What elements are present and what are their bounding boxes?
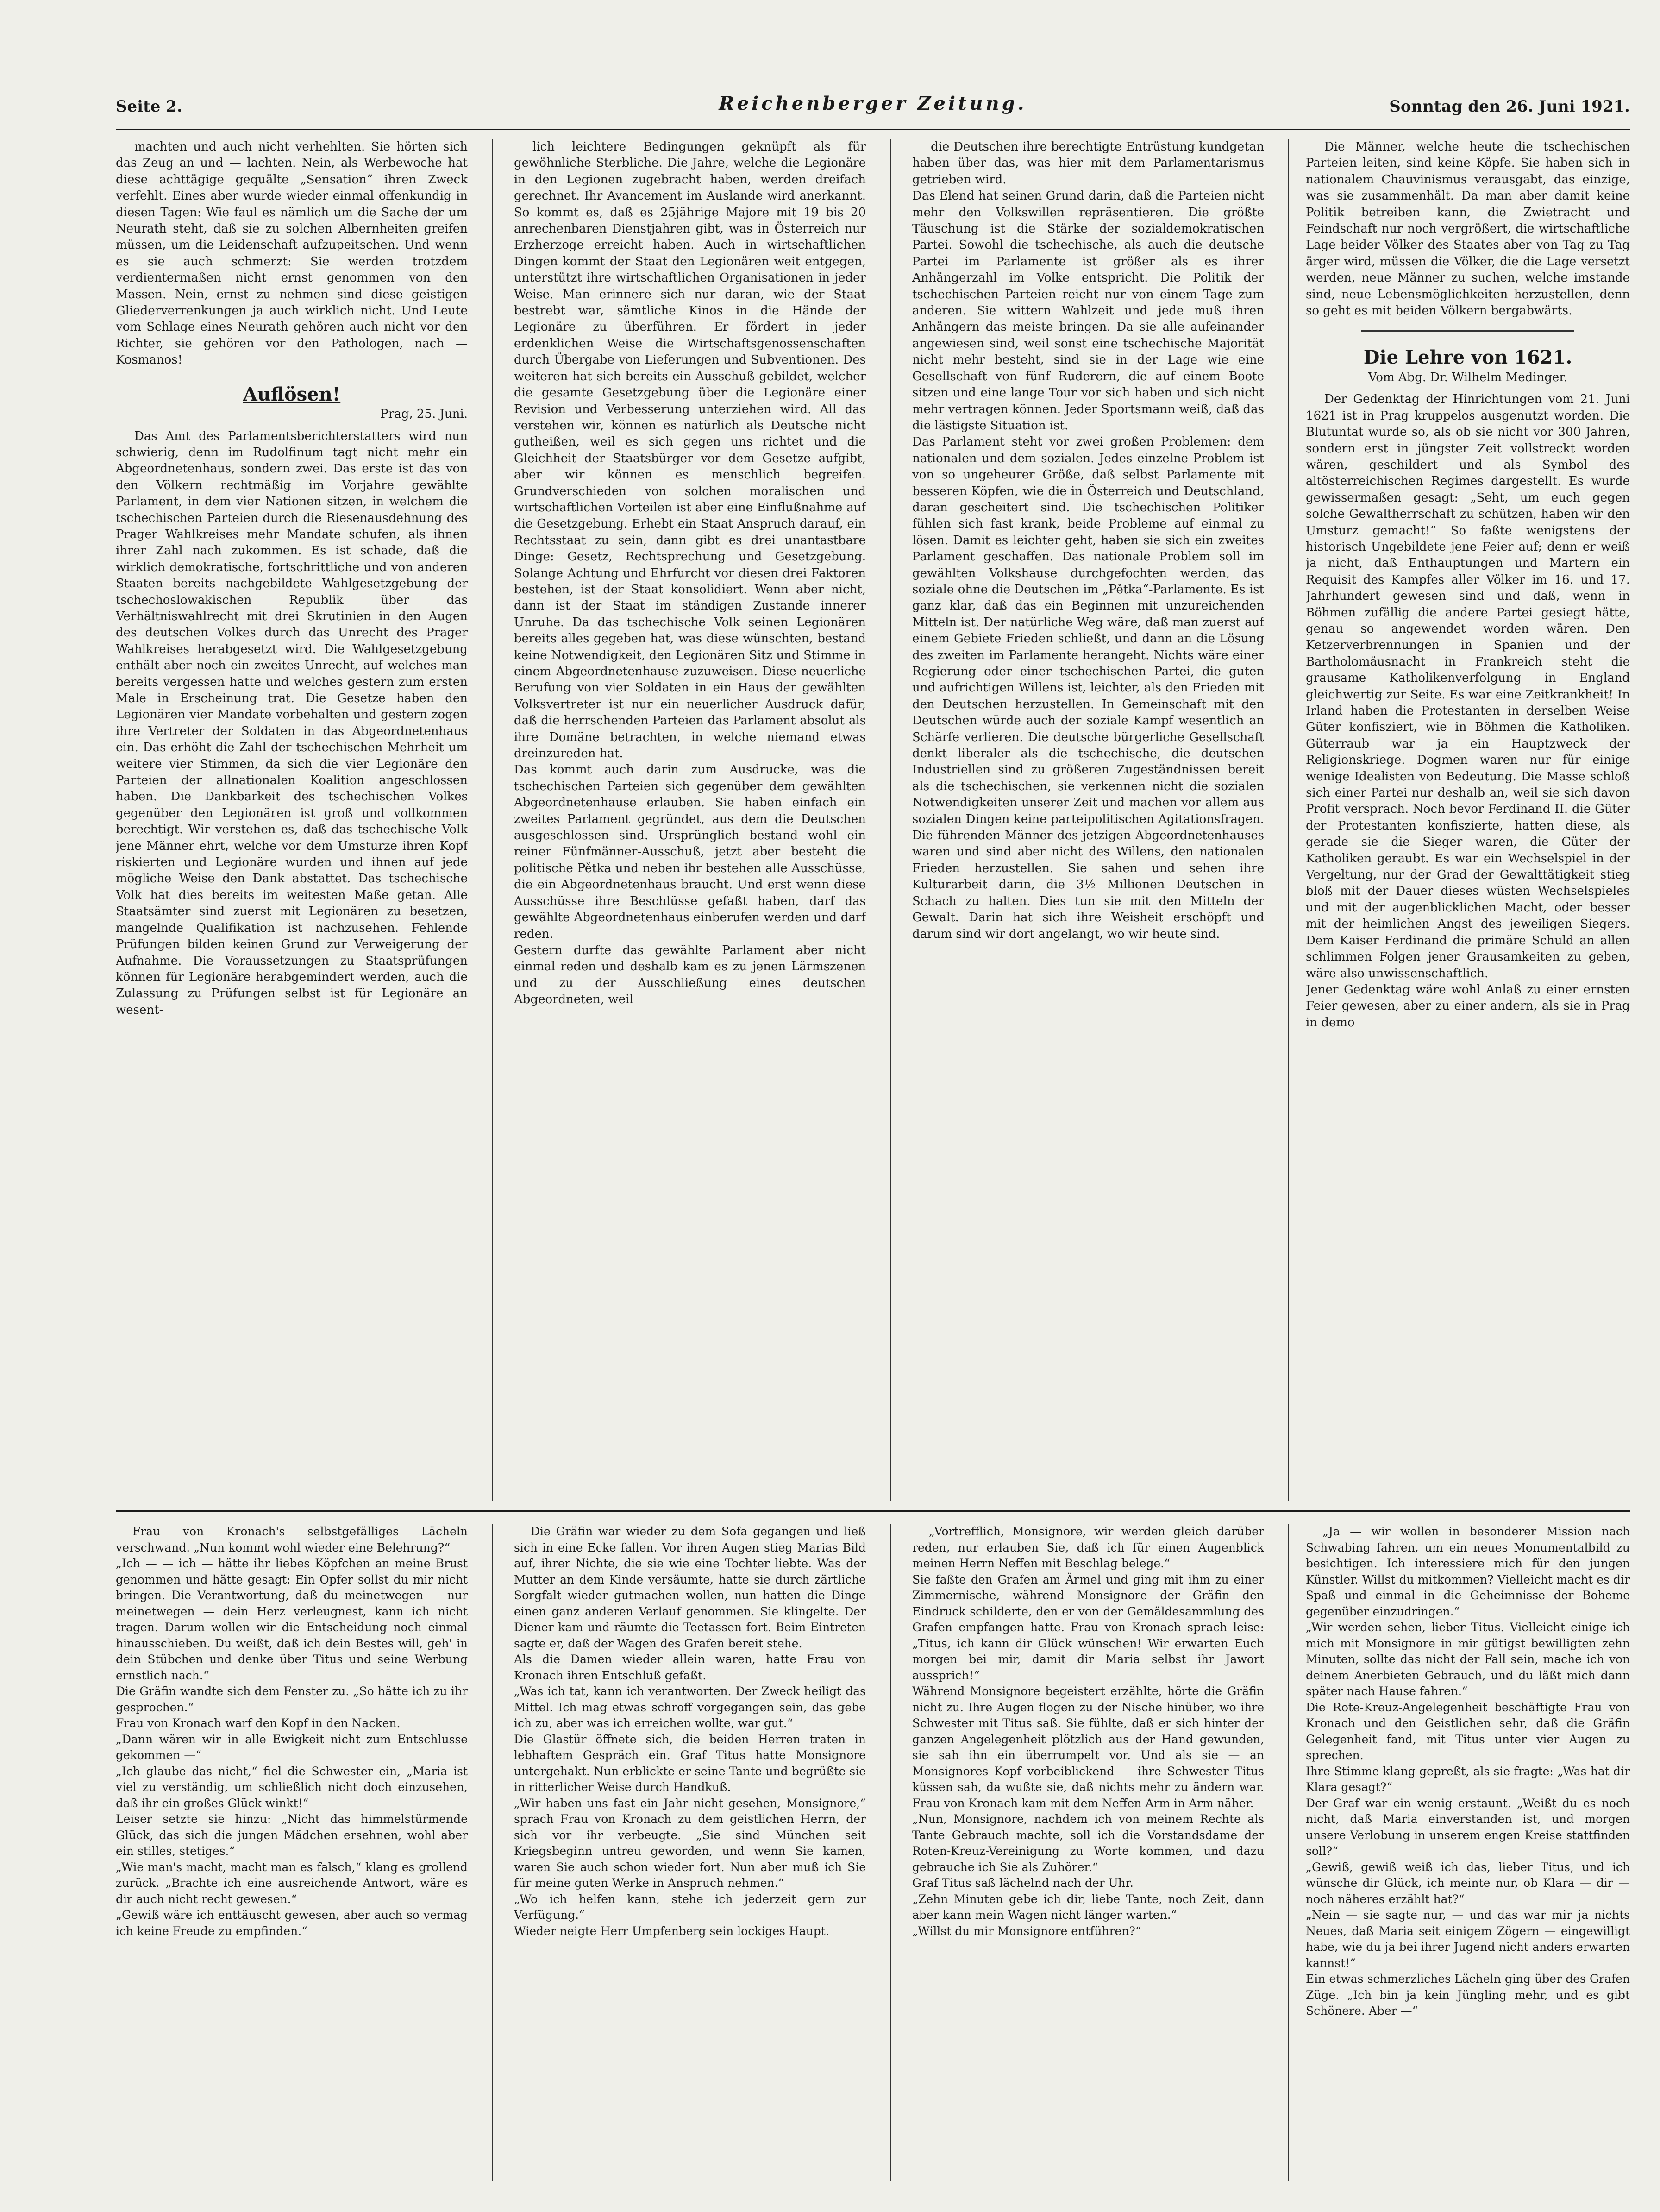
feuilleton-column-1 [116,1524,468,2181]
feuilleton-column-4 [1306,1524,1630,2181]
article-continuation: machten und auch nicht verhehlten. Sie hörten sich das Zeug an und — lachten. Nein, als Werbewoche hat diese achttägige gequälte „Sensation“ ihren Zweck verfehlt. Eines aber wurde wieder einmal offenkundig in diesen Tagen: Wie faul es nämlich um die Sache der um Neurath steht, daß sie zu solchen Albernheiten greifen müssen, um die Leidenschaft aufzupeitschen. Und wenn es sie auch schmerzt: Sie werden trotzdem verdientermaßen nicht ernst genommen von den Massen. Nein, ernst zu nehmen sind diese geistigen Gliederverrenkungen ja auch wirklich nicht. Und Leute vom Schlage eines Neurath gehören auch nicht vor den Richter, sie gehören vor den Pathologen, nach — Kosmanos! [116,140,468,367]
feuilleton-text: Frau von Kronach's selbstgefälliges Lächeln verschwand. „Nun kommt wohl wieder eine Belehrung?“ „Ich — — ich — hätte ihr liebes Köpfchen an meine Brust genommen und hätte gesagt: Ein Opfer sollst du mir nicht bringen. Die Verantwortung, daß du meinetwegen — nur meinetwegen — dein Herz verleugnest, kann ich nicht tragen. Darum wollen wir die Entscheidung noch einmal hinausschieben. Du weißt, daß ich dein Bestes will, geh' in dein Stübchen und denke über Titus und seine Werbung ernstlich nach.“ Die Gräfin wandte sich dem Fenster zu. „So hätte ich zu ihr gesprochen.“ Frau von Kronach warf den Kopf in den Nacken. „Dann wären wir in alle Ewigkeit nicht zum Entschlusse gekommen —“ „Ich glaube das nicht,“ fiel die Schwester ein, „Maria ist viel zu verständig, um schließlich nicht doch einzusehen, daß ihr ein großes Glück winkt!“ Leiser setzte sie hinzu: „Nicht das himmelstürmende Glück, das sich die jungen Mädchen ersehnen, wohl aber ein stilles, stetiges.“ „Wie man's macht, macht man es falsch,“ klang es grollend zurück. „Brachte ich eine ausreichende Antwort, wäre es dir auch nicht recht gewesen.“ „Gewiß wäre ich enttäuscht gewesen, aber auch so vermag ich keine Freude zu empfinden.“ [116,1525,468,1938]
article-byline: Vom Abg. Dr. Wilhelm Medinger. [1368,370,1568,384]
column-divider [1288,139,1289,1501]
column-3 [912,139,1264,1501]
newspaper-page [116,93,1630,2186]
column-divider [890,1524,891,2181]
article-body: die Deutschen ihre berechtigte Entrüstung kundgetan haben über das, was hier mit dem Parlamentarismus getrieben wird. Das Elend hat seinen Grund darin, daß die Parteien nicht mehr den Volkswillen repräsentieren. Die größte Täuschung ist die Stärke der sozialdemokratischen Partei. Sowohl die tschechische, als auch die deutsche Partei im Parlamente ist größer als es ihrer Anhängerzahl im Volke entspricht. Die Politik der tschechischen Parteien reicht nur von einem Tage zum anderen. Sie wittern Wahlzeit und jede muß ihren Anhängern das meiste bringen. Da sie alle aufeinander angewiesen sind, weil sonst eine tschechische Majorität nicht mehr besteht, sind sie in der Lage wie eine Gesellschaft von fünf Ruderern, die auf einem Boote sitzen und eine lange Tour vor sich haben und sich nicht mehr vertragen können. Jeder Sportsmann weiß, daß das die lästigste Situation ist. Das Parlament steht vor zwei großen Problemen: dem nationalen und dem sozialen. Jedes einzelne Problem ist von so ungeheurer Größe, daß selbst Parlamente mit besseren Köpfen, wie die in Österreich und Deutschland, daran gescheitert sind. Die tschechischen Politiker fühlen sich fast krank, beide Probleme auf einmal zu lösen. Damit es leichter geht, haben sie sich ein zweites Parlament geschaffen. Das nationale Problem soll im gewählten Volkshause durchgefochten werden, das soziale ohne die Deutschen im „Pětka“-Parlamente. Es ist ganz klar, daß das ein Beginnen mit unzureichenden Mitteln ist. Der natürliche Weg wäre, daß man zuerst auf einem Gebiete Frieden schließt, und dann an die Lösung des zweiten im Parlamente herangeht. Nichts wäre einer Regierung oder einer tschechischen Partei, die guten und aufrichtigen Willens ist, leichter, als den Frieden mit den Deutschen herzustellen. In Gemeinschaft mit den Deutschen würde auch der soziale Kampf wesentlich an Schärfe verlieren. Die deutsche bürgerliche Gesellschaft denkt liberaler als die tschechische, die deutschen Industriellen sind zu größeren Zugeständnissen bereit als die tschechischen, sie verkennen nicht die sozialen Notwendigkeiten unserer Zeit und machen vor allem aus sozialen Dingen keine parteipolitischen Agitationsfragen. Die führenden Männer des jetzigen Abgeordnetenhauses waren und sind aber nicht des Willens, den nationalen Frieden herzustellen. Sie sahen und sehen ihre Kulturarbeit darin, die 3½ Millionen Deutschen in Schach zu halten. Dies tun sie mit den Mitteln der Gewalt. Darin hat sich ihre Weisheit erschöpft und darum sind wir dort angelangt, wo wir heute sind. [912,140,1264,941]
feuilleton-column-2 [514,1524,866,2181]
column-divider [492,1524,493,2181]
page-number: Seite 2. [116,97,182,116]
feuilleton-text: „Ja — wir wollen in besonderer Mission nach Schwabing fahren, um ein neues Monumentalbild zu besichtigen. Ich interessiere mich für den jungen Künstler. Willst du mitkommen? Vielleicht macht es dir Spaß und einmal in die Geheimnisse der Boheme gegenüber einzudringen.“ „Wir werden sehen, lieber Titus. Vielleicht einige ich mich mit Monsignore in mir gütigst bewilligten zehn Minuten, sollte das nicht der Fall sein, mache ich von deinem Anerbieten Gebrauch, und du läßt mich dann später nach Hause fahren.“ Die Rote-Kreuz-Angelegenheit beschäftigte Frau von Kronach und den Geistlichen sehr, daß die Gräfin Gelegenheit fand, mit Titus unter vier Augen zu sprechen. Ihre Stimme klang gepreßt, als sie fragte: „Was hat dir Klara gesagt?“ Der Graf war ein wenig erstaunt. „Weißt du es noch nicht, daß Maria einverstanden ist, und morgen unsere Verlobung in unserem engen Kreise stattfinden soll?“ „Gewiß, gewiß weiß ich das, lieber Titus, und ich wünsche dir Glück, ich meinte nur, ob Klara — dir — noch näheres erzählt hat?“ „Nein — sie sagte nur, — und das war mir ja nichts Neues, daß Maria seit einigem Zögern — eingewilligt habe, wie du ja bei ihrer Jugend nicht anders erwarten kannst!“ Ein etwas schmerzliches Lächeln ging über des Grafen Züge. „Ich bin ja kein Jüngling mehr, und es gibt Schönere. Aber —“ [1306,1525,1630,2017]
column-divider [890,139,891,1501]
column-2 [514,139,866,1501]
feuilleton-column-3 [912,1524,1264,2181]
page-header [116,93,1630,125]
article-continuation: Die Männer, welche heute die tschechischen Parteien leiten, sind keine Köpfe. Sie haben sich in nationalem Chauvinismus verausgabt, das einzige, was sie zusammenhält. Da man aber damit keine Politik betreiben kann, die Zwietracht und Feindschaft nur noch vergrößert, die wirtschaftliche Lage beider Völker des Staates aber von Tag zu Tag ärger wird, müssen die Völker, die die Lage versetzt werden, neue Männer zu suchen, welche imstande sind, neue Lebensmöglichkeiten herzustellen, denn so geht es mit beiden Völkern bergabwärts. [1306,140,1630,318]
article-heading-lehre: Die Lehre von 1621. [1363,346,1572,369]
header-rule [116,129,1630,130]
article-rule [1361,330,1574,332]
article-body: Das Amt des Parlamentsberichterstatters wird nun schwierig, denn im Rudolfinum tagt nicht mehr ein Abgeordnetenhaus, sondern zwei. Das erste ist das von den Völkern rechtmäßig im Vorjahre gewählte Parlament, in dem vier Nationen sitzen, in welchem die tschechischen Parteien durch die Riesenausdehnung des Prager Wahlkreises mehr Mandate schufen, als ihnen ihrer Zahl nach zukommen. Es ist schade, daß die wirklich demokratische, fortschrittliche und von anderen Staaten bereits nachgebildete Wahlgesetzgebung der tschechoslowakischen Republik über das Verhältniswahlrecht mit drei Skrutinien in den Augen des deutschen Volkes durch das Unrecht des Prager Wahlkreises herabgesetzt wird. Die Wahlgesetzgebung enthält aber noch ein zweites Unrecht, auf welches man bereits vergessen hatte und welches gestern zum ersten Male in Erscheinung trat. Die Gesetze haben den Legionären vier Mandate vorbehalten und gestern zogen ihre Vertreter der Soldaten in das Abgeordnetenhaus ein. Das erhöht die Zahl der tschechischen Mehrheit um weitere vier Stimmen, da sich die vier Legionäre den Parteien der allnationalen Koalition angeschlossen haben. Die Dankbarkeit des tschechischen Volkes gegenüber den Legionären ist groß und vollkommen berechtigt. Wir verstehen es, daß das tschechische Volk jene Männer ehrt, welche vor dem Umsturze ihren Kopf riskierten und Legionäre wurden und ihnen auf jede mögliche Weise den Dank abstattet. Das tschechische Volk hat dies bereits im weitesten Maße getan. Alle Staatsämter sind zuerst mit Legionären zu besetzen, mangelnde Qualifikation ist nachzusehen. Fehlende Prüfungen bilden keinen Grund zur Verweigerung der Aufnahme. Die Voraussetzungen zu Staatsprüfungen können für Legionäre herabgemindert werden, auch die Zulassung zu Prüfungen selbst ist für Legionäre an wesent- [116,429,468,1017]
article-body: lich leichtere Bedingungen geknüpft als für gewöhnliche Sterbliche. Die Jahre, welche die Legionäre in den Legionen zugebracht haben, werden dreifach gerechnet. Ihr Avancement im Auslande wird anerkannt. So kommt es, daß es 25jährige Majore mit 19 bis 20 anrechenbaren Dienstjahren gibt, was in Österreich nur Erzherzoge erreicht haben. Auch in wirtschaftlichen Dingen kommt der Staat den Legionären weit entgegen, unterstützt ihre wirtschaftlichen Organisationen in jeder Weise. Man erinnere sich nur daran, wie der Staat bestrebt war, sämtliche Kinos in die Hände der Legionäre zu überführen. Er fördert in jeder erdenklichen Weise die Wirtschaftsgenossenschaften durch Übergabe von Lieferungen und Subventionen. Des weiteren hat sich bereits ein Ausschuß gebildet, welcher die gesamte Gesetzgebung über die Legionäre einer Revision und Verbesserung unterziehen wird. All das verstehen wir, können es natürlich als Deutsche nicht gutheißen, weil es sich gegen uns richtet und die Gleichheit der Staatsbürger vor dem Gesetze aufgibt, aber wir können es menschlich begreifen. Grundverschieden von solchen moralischen und wirtschaftlichen Vorteilen ist aber eine Einflußnahme auf die Gesetzgebung. Erhebt ein Staat Anspruch darauf, ein Rechtsstaat zu sein, dann gibt es drei unantastbare Dinge: Gesetz, Rechtsprechung und Gesetzgebung. Solange Achtung und Ehrfurcht vor diesen drei Faktoren bestehen, ist der Staat konsolidiert. Wenn aber nicht, dann ist der Staat im ständigen Zustande innerer Unruhe. Da das tschechische Volk seinen Legionären bereits alles gegeben hat, was diese wünschten, bestand keine Notwendigkeit, den Legionären Sitz und Stimme in einem Abgeordnetenhause zuzuweisen. Diese neuerliche Berufung von vier Soldaten in ein Haus der gewählten Volksvertreter ist nur ein neuerlicher Ausdruck dafür, daß die herrschenden Parteien das Parlament absolut als ihre Domäne betrachten, in welche niemand etwas dreinzureden hat. Das kommt auch darin zum Ausdrucke, was die tschechischen Parteien sich gegenüber dem gewählten Abgeordnetenhause erlauben. Sie haben einfach ein zweites Parlament gegründet, aus dem die Deutschen ausgeschlossen sind. Ursprünglich bestand wohl ein reiner Fünfmänner-Ausschuß, jetzt aber besteht die politische Pětka und neben ihr bestehen alle Ausschüsse, die ein Abgeordnetenhaus braucht. Und erst wenn diese Ausschüsse ihre Beschlüsse gefaßt haben, darf das gewählte Abgeordnetenhaus einberufen werden und darf reden. Gestern durfte das gewählte Parlament aber nicht einmal reden und deshalb kam es zu jenen Lärmszenen und zu der Ausschließung eines deutschen Abgeordneten, weil [514,140,866,1007]
newspaper-title: Reichenberger Zeitung. [719,93,1027,114]
column-1 [116,139,468,1501]
article-dateline: Prag, 25. Juni. [380,407,468,421]
feuilleton-text: „Vortrefflich, Monsignore, wir werden gleich darüber reden, nur erlauben Sie, daß ich für einen Augenblick meinen Herrn Neffen mit Beschlag belege.“ Sie faßte den Grafen am Ärmel und ging mit ihm zu einer Zimmernische, während Monsignore der Gräfin den Eindruck schilderte, den er von der Gemäldesammlung des Grafen empfangen hatte. Frau von Kronach sprach leise: „Titus, ich kann dir Glück wünschen! Wir erwarten Euch morgen bei mir, damit dir Maria selbst ihr Jawort aussprich!“ Während Monsignore begeistert erzählte, hörte die Gräfin nicht zu. Ihre Augen flogen zu der Nische hinüber, wo ihre Schwester mit Titus saß. Sie fühlte, daß er sich hinter der ganzen Angelegenheit plötzlich aus der Hand gewunden, sie sah ihn ein überrumpelt vor. Und als sie — an Monsignores Kopf vorbeiblickend — ihre Schwester Titus küssen sah, da wußte sie, daß nichts mehr zu ändern war. Frau von Kronach kam mit dem Neffen Arm in Arm näher. „Nun, Monsignore, nachdem ich von meinem Rechte als Tante Gebrauch machte, soll ich die Vorstandsdame der Roten-Kreuz-Vereinigung zu Worte kommen, und dazu gebrauche ich Sie als Zuhörer.“ Graf Titus saß lächelnd nach der Uhr. „Zehn Minuten gebe ich dir, liebe Tante, noch Zeit, dann aber kann mein Wagen nicht länger warten.“ „Willst du mir Monsignore entführen?“ [912,1525,1264,1938]
article-body: Der Gedenktag der Hinrichtungen vom 21. Juni 1621 ist in Prag kruppelos ausgenutzt worden. Die Blutuntat wurde so, als ob sie nicht vor 300 Jahren, sondern erst in jüngster Zeit vollstreckt worden wären, geschildert und als Symbol des altösterreichischen Regimes dargestellt. Es wurde gewissermaßen gesagt: „Seht, um euch gegen solche Gewaltherrschaft zu schützen, haben wir den Umsturz gemacht!“ So faßte wenigstens der historisch Ungebildete jene Feier auf; denn er weiß ja nicht, daß Enthauptungen und Martern ein Requisit des Kampfes aller Völker im 16. und 17. Jahrhundert gewesen sind und daß, wenn in Böhmen zufällig die andere Partei gesiegt hätte, genau so angewendet worden wären. Den Ketzerverbrennungen in Spanien und der Bartholomäusnacht in Frankreich steht die grausame Katholikenverfolgung in England gleichwertig zur Seite. Es war eine Zeitkrankheit! In Irland haben die Protestanten in derselben Weise Güter konfisziert, wie in Böhmen die Katholiken. Güterraub war ja ein Hauptzweck der Religionskriege. Dogmen waren nur für einige wenige Idealisten von Bedeutung. Die Masse schloß sich einer Partei nur deshalb an, weil sie sich davon Profit versprach. Noch bevor Ferdinand II. die Güter der Protestanten konfiszierte, hatten diese, als gerade sie die Sieger waren, die Güter der Katholiken geraubt. Es war ein Wechselspiel in der Vergeltung, nur der Grad der Gewalttätigkeit stieg bloß mit der Dauer dieses wüsten Wechselspieles und mit der augenblicklichen Macht, oder besser mit der heimlichen Angst des jeweiligen Siegers. Dem Kaiser Ferdinand die primäre Schuld an allen schlimmen Folgen jener Grausamkeiten zu geben, wäre also unwissenschaftlich. Jener Gedenktag wäre wohl Anlaß zu einer ernsten Feier gewesen, aber zu einer andern, als sie in Prag in demo [1306,392,1630,1030]
feuilleton-text: Die Gräfin war wieder zu dem Sofa gegangen und ließ sich in eine Ecke fallen. Vor ihren Augen stieg Marias Bild auf, ihrer Nichte, die sie wie eine Tochter liebte. Was der Mutter an dem Kinde versäumte, hatte sie durch zärtliche Sorgfalt wieder gutmachen wollen, nun hatten die Dinge einen ganz anderen Verlauf genommen. Sie klingelte. Der Diener kam und räumte die Teetassen fort. Beim Eintreten sagte er, daß der Wagen des Grafen bereit stehe. Als die Damen wieder allein waren, hatte Frau von Kronach ihren Entschluß gefaßt. „Was ich tat, kann ich verantworten. Der Zweck heiligt das Mittel. Ich mag etwas schroff vorgegangen sein, das gebe ich zu, aber was ich erreichen wollte, war gut.“ Die Glastür öffnete sich, die beiden Herren traten in lebhaftem Gespräch ein. Graf Titus hatte Monsignore untergehakt. Nun erblickte er seine Tante und begrüßte sie in ritterlicher Weise durch Handkuß. „Wir haben uns fast ein Jahr nicht gesehen, Monsignore,“ sprach Frau von Kronach zu dem geistlichen Herrn, der sich vor ihr verbeugte. „Sie sind München seit Kriegsbeginn untreu geworden, und wenn Sie kamen, waren Sie auch schon wieder fort. Nun aber muß ich Sie für meine guten Werke in Anspruch nehmen.“ „Wo ich helfen kann, stehe ich jederzeit gern zur Verfügung.“ Wieder neigte Herr Umpfenberg sein lockiges Haupt. [514,1525,866,1938]
feuilleton-rule [116,1510,1630,1512]
column-divider [1288,1524,1289,2181]
issue-date: Sonntag den 26. Juni 1921. [1389,97,1630,116]
column-divider [492,139,493,1501]
article-heading-aufloesen: Auflösen! [243,383,341,405]
column-4 [1306,139,1630,1501]
